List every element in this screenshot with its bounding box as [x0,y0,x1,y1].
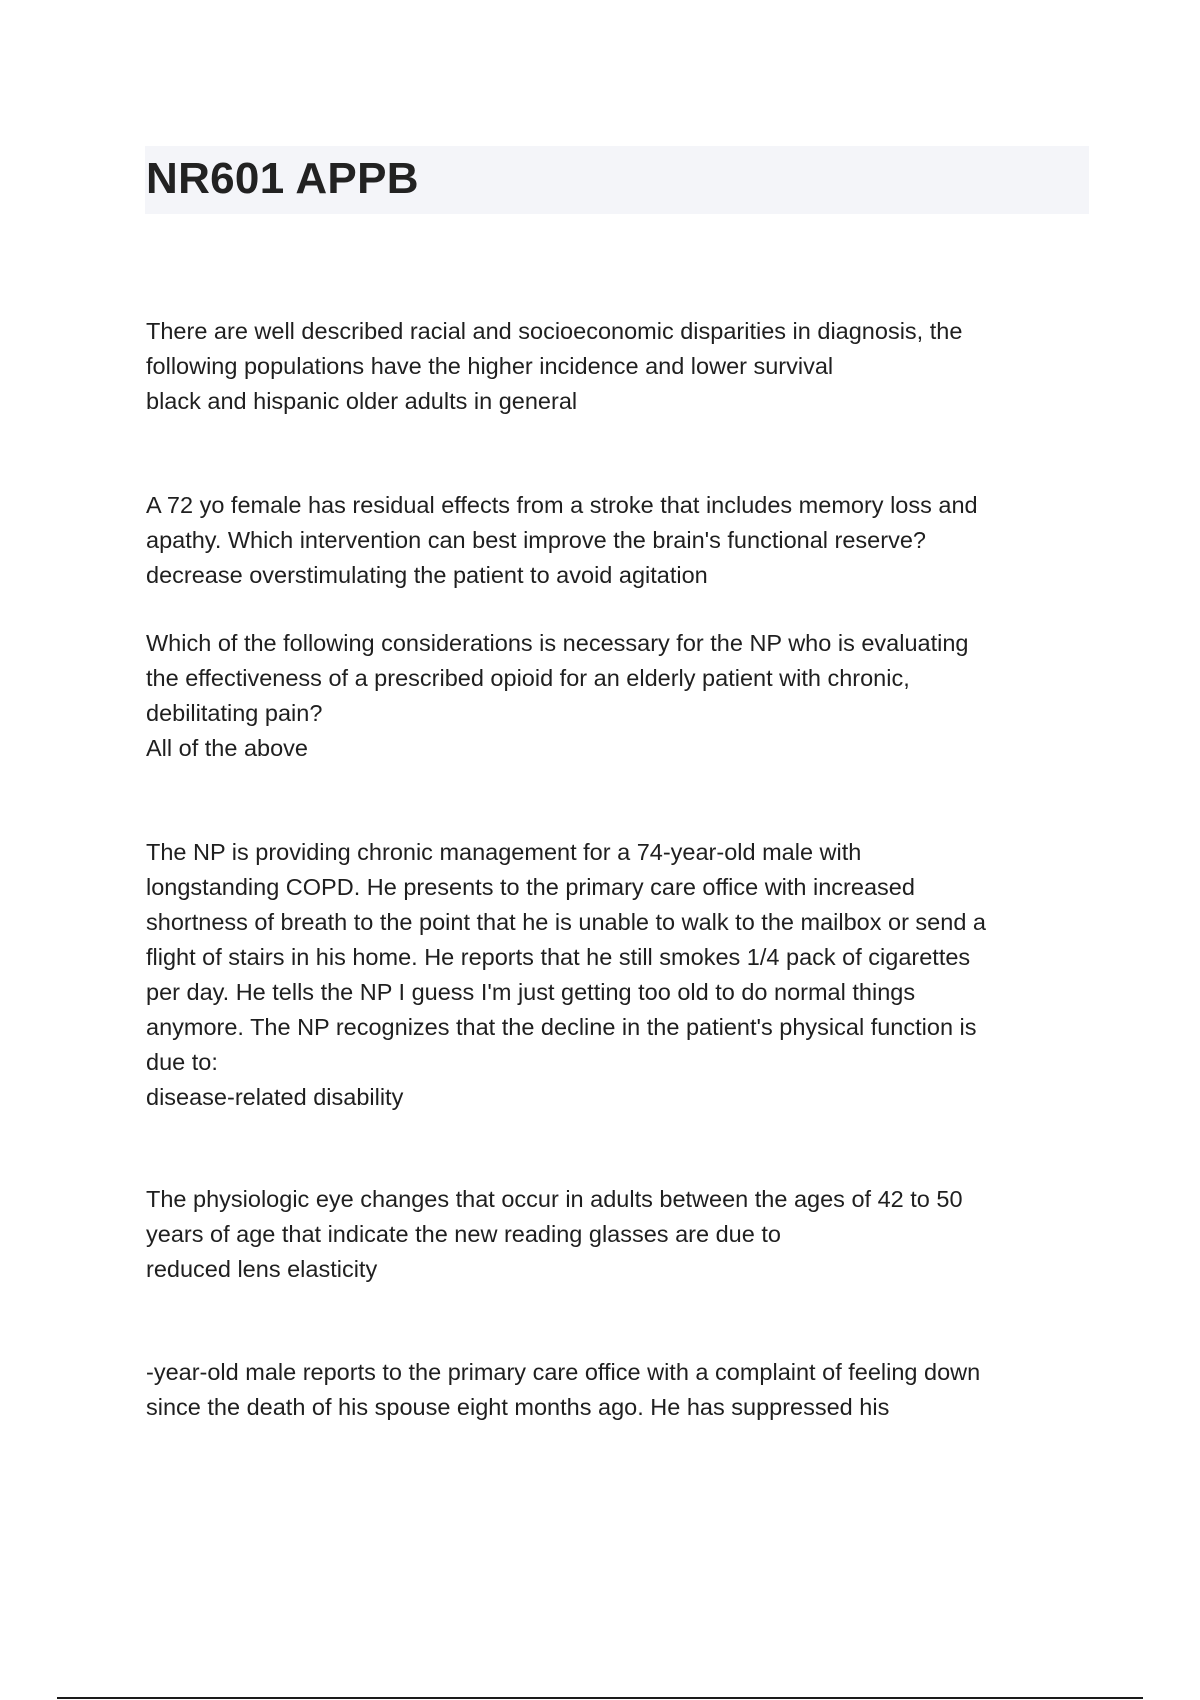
document-title: NR601 APPB [146,154,419,203]
question-line: due to: [146,1049,218,1075]
qa-item [146,314,1106,419]
question-line: per day. He tells the NP I guess I'm just getting too old to do normal things [146,979,916,1005]
answer-text: reduced lens elasticity [146,1256,378,1282]
answer-text: black and hispanic older adults in general [146,388,578,414]
question-line: The physiologic eye changes that occur in adults between the ages of 42 to 50 [146,1186,963,1212]
answer-text: decrease overstimulating the patient to avoid agitation [146,562,708,588]
page-divider [57,1697,1143,1699]
answer-text: All of the above [146,735,308,761]
qa-item [146,488,1106,593]
qa-item [146,1182,1106,1287]
question-line: longstanding COPD. He presents to the primary care office with increased [146,874,915,900]
question-line: shortness of breath to the point that he is unable to walk to the mailbox or send a [146,909,986,935]
question-line: There are well described racial and socioeconomic disparities in diagnosis, the [146,318,963,344]
question-line: debilitating pain? [146,700,323,726]
question-line: years of age that indicate the new reading glasses are due to [146,1221,781,1247]
question-line: flight of stairs in his home. He reports that he still smokes 1/4 pack of cigarettes [146,944,971,970]
question-line: A 72 yo female has residual effects from a stroke that includes memory loss and [146,492,978,518]
qa-item [146,1355,1106,1425]
question-line: apathy. Which intervention can best improve the brain's functional reserve? [146,527,926,553]
answer-text: disease-related disability [146,1084,404,1110]
question-line: The NP is providing chronic management for a 74-year-old male with [146,839,862,865]
question-line: Which of the following considerations is necessary for the NP who is evaluating [146,630,969,656]
question-line: since the death of his spouse eight months ago. He has suppressed his [146,1394,890,1420]
question-line: -year-old male reports to the primary care office with a complaint of feeling down [146,1359,981,1385]
question-line: the effectiveness of a prescribed opioid for an elderly patient with chronic, [146,665,910,691]
qa-item [146,626,1106,766]
question-line: anymore. The NP recognizes that the decline in the patient's physical function is [146,1014,977,1040]
qa-item [146,835,1106,1115]
question-line: following populations have the higher incidence and lower survival [146,353,834,379]
